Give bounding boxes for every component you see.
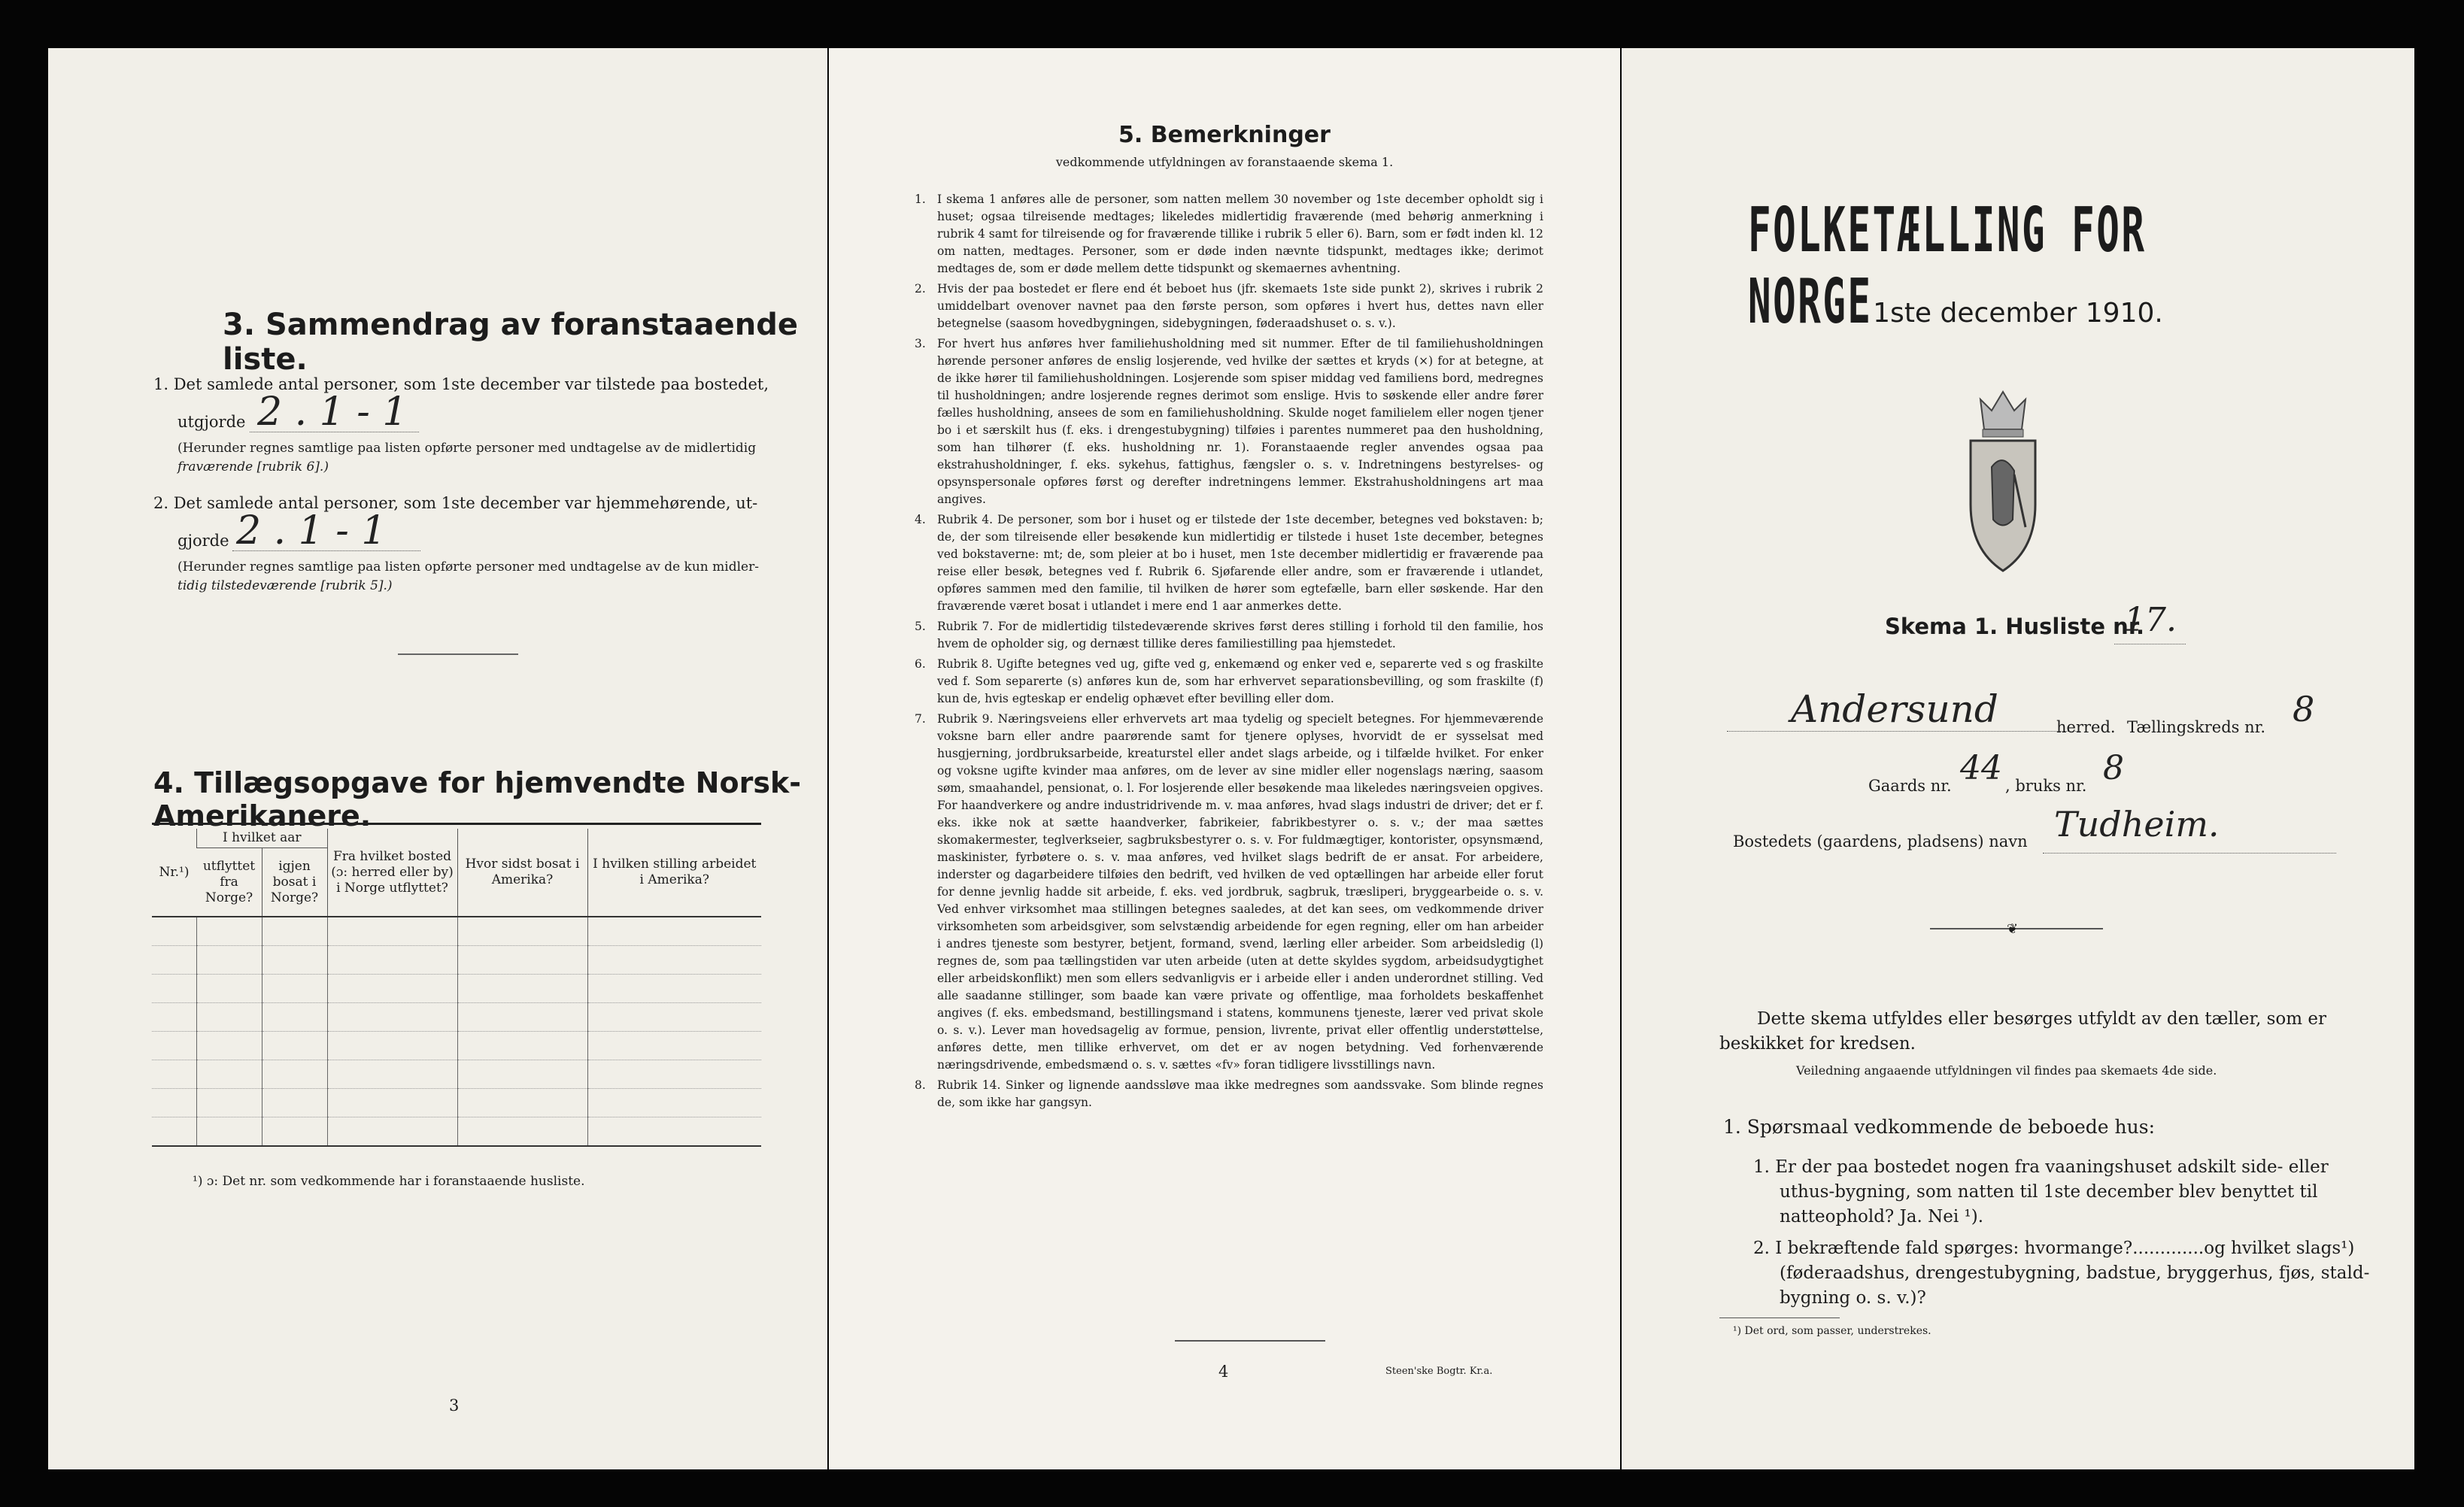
bosted-handwriting: Tudheim.	[2054, 804, 2220, 844]
remark-item: 2. Hvis der paa bostedet er flere end ét beboet hus (jfr. skemaets 1ste side punkt 2), skrives i rubrik 2 umiddelbart ovenover navnet paa den første person, som opføres i hvert hus, dettes navn eller betegnelse (saasom hovedbygningen, sidebygningen, føderaadshuset o. s. v.).	[915, 282, 1543, 330]
intro-line2: beskikket for kredsen.	[1719, 1034, 1916, 1054]
remarks-subheading: vedkommende utfyldningen av foranstaaende skema 1.	[1055, 155, 1394, 169]
sec3-item2-line: 2. Det samlede antal personer, som 1ste december var hjemmehørende, ut-	[153, 494, 758, 512]
header-igjen-bosat: igjen bosat i Norge?	[262, 848, 327, 917]
husliste-number: 17.	[2124, 601, 2177, 639]
question1-line2: uthus-bygning, som natten til 1ste december blev benyttet til	[1780, 1182, 2318, 1202]
dotted-line	[232, 550, 420, 551]
remark-item: 7. Rubrik 9. Næringsveiens eller erhvervets art maa tydelig og specielt betegnes. For hjemmeværende voksne barn eller andre paarørende samt for tjenere oplyses, hvorvidt de er sysselsat med husgjerning, jordbruksarbeide, kreaturstel eller andet slags arbeide, og i tilfælde hvilket. For enker og voksne ugifte kvinder maa anføres, om de lever av sine midler eller nogenslags næring, saasom søm, smaahandel, pensionat, o. l. For losjerende eller besøkende maa likeledes næringsveien opgives. For haandverkere og andre industridrivende m. v. maa anføres, hvad slags industri de driver; det er f. eks. ikke nok at sætte haandverker, fabrikeier, fabrikbestyrer o. s. v.; der maa sættes skomakermester, teglverkseier, sagbruksbestyrer o. s. v. For fuldmægtiger, kontorister, opsynsmænd, maskinister, fyrbøtere o. s. v. maa anføres, ved hvilket slags bedrift de er ansat. For arbeidere, inderster og dagarbeidere tilføies den bedrift, ved hvilken de ved optællingen har arbeide eller forut for denne jevnlig hadde sit arbeide, f. eks. ved jordbruk, sagbruk, træsliperi, bryggearbeide o. s. v. Ved enhver virksomhet maa stillingen betegnes saaledes, at det kan sees, om vedkommende driver virksomheten som arbeidsgiver, som selvstændig arbeidende for egen regning, eller om han arbeider i andres tjeneste som bestyrer, betjent, formand, svend, lærling eller arbeider. Som arbeidsledig (l) regnes de, som paa tællingstiden var uten arbeide (uten at dette skyldes sygdom, arbeidsudygtighet eller arbeidskonflikt) men som ellers sedvanligvis er i arbeide eller i anden underordnet stilling. Ved alle saadanne stillinger, som baade kan være private og offentlige, maa forholdets beskaffenhet angives (f. eks. embedsmand, bestillingsmand i statens, kommunens tjeneste, lærer ved privat skole o. s. v.). Lever man hovedsagelig av formue, pension, livrente, privat eller offentlig understøttelse, anføres dette, men tillike erhvervet, om det er av nogen betydning. Ved forhenværende næringsdrivende, embedsmænd o. s. v. sættes «fv» foran tidligere livsstillings navn.	[915, 712, 1543, 1072]
header-fra-bosted: Fra hvilket bosted (ɔ: herred eller by) i Norge utflyttet?	[327, 829, 457, 917]
herred-label: herred.	[2056, 718, 2116, 736]
bruks-label: , bruks nr.	[2005, 777, 2087, 795]
sec3-item2-prefix: gjorde	[178, 532, 229, 550]
question2-line2: (føderaadshus, drengestubygning, badstue, bryggerhus, fjøs, stald-	[1780, 1263, 2370, 1283]
sec3-item2-note1: (Herunder regnes samtlige paa listen opførte personer med undtagelse av de kun midler-	[178, 559, 759, 575]
kreds-label: Tællingskreds nr.	[2127, 718, 2266, 736]
page-number: 4	[1218, 1363, 1229, 1381]
question1-line1: 1. Er der paa bostedet nogen fra vaaningshuset adskilt side- eller	[1753, 1157, 2329, 1177]
header-nr: Nr.¹)	[152, 829, 197, 917]
sec3-item2-handwriting: 2 . 1 - 1	[236, 508, 387, 553]
right-page	[1622, 48, 2414, 1469]
section-3-heading: 3. Sammendrag av foranstaaende liste.	[223, 308, 798, 377]
table-row	[152, 975, 761, 1003]
table-row	[152, 1089, 761, 1117]
middle-page	[829, 48, 1620, 1469]
census-title: FOLKETÆLLING FOR NORGE	[1748, 195, 2147, 338]
remark-item: 4. Rubrik 4. De personer, som bor i huset og er tilstede der 1ste december, betegnes ved bokstaven: b; de, der som tilreisende eller besøkende kun midlertidig er tilstede i huset 1ste december, betegnes ved bokstaverne: mt; de, som pleier at bo i huset, men 1ste december midlertidig er fraværende paa reise eller besøk, betegnes ved f. Rubrik 6. Sjøfarende eller andre, som er fraværende i utlandet, opføres sammen med den familie, til hvilken de hører som egtefælle, barn eller søskende. Har den fraværende været bosat i utlandet i mere end 1 aar anmerkes dette.	[915, 513, 1543, 613]
herred-handwriting: Andersund	[1791, 687, 1998, 731]
header-utflyttet: utflyttet fra Norge?	[197, 848, 262, 917]
table-row	[152, 1003, 761, 1032]
table-row	[152, 946, 761, 975]
question2-line1: 2. I bekræftende fald spørges: hvormange?.............og hvilket slags¹)	[1753, 1239, 2355, 1258]
intro-line1: Dette skema utfyldes eller besørges utfyldt av den tæller, som er	[1757, 1009, 2327, 1029]
page-number: 3	[449, 1396, 460, 1415]
gaards-number: 44	[1960, 749, 2002, 787]
sec3-item1-handwriting: 2 . 1 - 1	[257, 390, 408, 435]
remark-item: 1. I skema 1 anføres alle de personer, som natten mellem 30 november og 1ste december opholdt sig i huset; ogsaa tilreisende medtages; likeledes midlertidig fraværende (med behørig anmerkning i rubrik 4 samt for tilreisende og for fraværende tillike i rubrik 5 eller 6). Barn, som er født inden kl. 12 om natten, medtages. Personer, som er døde inden nævnte tidspunkt, medtages ikke; derimot medtages de, som er døde mellem dette tidspunkt og skemaernes avhentning.	[915, 193, 1543, 275]
table-row	[152, 1032, 761, 1060]
census-date: 1ste december 1910.	[1873, 298, 2163, 329]
table-row	[152, 1117, 761, 1147]
printer-mark: Steen'ske Bogtr. Kr.a.	[1385, 1366, 1493, 1377]
remark-item: 3. For hvert hus anføres hver familiehusholdning med sit nummer. Efter de til familiehusholdningen hørende personer anføres de enslig losjerende, ved hvilke der sættes et kryds (×) for at betegne, at de ikke hører til familiehusholdningen. Losjerende som spiser middag ved familiens bord, medregnes til husholdningen; andre losjerende regnes derimot som enslige. Hvis to søskende eller andre fører fælles husholdning, ansees de som en familiehusholdning. Skulde noget familielem eller nogen tjener bo i et særskilt hus (f. eks. i drengestubygning) tilføies i parentes nummeret paa den husholdning, som han tilhører (f. eks. husholdning nr. 1). Foranstaaende regler anvendes ogsaa paa ekstrahusholdninger, f. eks. sykehus, fattighus, fængsler o. s. v. Indretningens bestyrelses- og opsynspersonale opføres først og derefter indretningens lemmer. Ekstrahusholdningens art maa angives.	[915, 337, 1543, 506]
sec3-item1-note1: (Herunder regnes samtlige paa listen opførte personer med undtagelse av de midlertidig	[178, 441, 757, 456]
intro-line3: Veiledning angaaende utfyldningen vil findes paa skemaets 4de side.	[1796, 1063, 2217, 1078]
table-body	[152, 917, 761, 1146]
table-top-rule	[152, 823, 761, 825]
header-amerika-bosat: Hvor sidst bosat i Amerika?	[457, 829, 587, 917]
gaards-label: Gaards nr.	[1868, 777, 1952, 795]
bosted-label: Bostedets (gaardens, pladsens) navn	[1733, 832, 2028, 851]
question2-line3: bygning o. s. v.)?	[1780, 1288, 1926, 1308]
footnote-rule	[1719, 1317, 1840, 1318]
sec3-item2-note2: tidig tilstedeværende [rubrik 5].)	[178, 578, 393, 593]
left-page	[48, 48, 827, 1469]
question1-line3: natteophold? Ja. Nei ¹).	[1780, 1207, 1984, 1227]
dotted-line	[2043, 853, 2336, 854]
remarks-list	[915, 191, 1543, 1114]
remark-item: 6. Rubrik 8. Ugifte betegnes ved ug, gifte ved g, enkemænd og enker ved e, separerte ved s og fraskilte ved f. Som separerte (s) anføres kun de, som har erhvervet separationsbevilling, og som fraskilte (f) kun de, hvis egteskap er endelig ophævet efter bevilling eller dom.	[915, 657, 1543, 705]
norsk-amerikanere-table	[152, 829, 761, 1147]
table-row	[152, 917, 761, 946]
skema-label: Skema 1. Husliste nr.	[1885, 614, 2145, 639]
remarks-heading: 5. Bemerkninger	[1118, 122, 1331, 148]
kreds-number: 8	[2293, 689, 2315, 729]
divider	[398, 653, 518, 655]
footnote: ¹) Det ord, som passer, understrekes.	[1733, 1325, 1931, 1337]
bruks-number: 8	[2103, 749, 2124, 787]
remark-item: 5. Rubrik 7. For de midlertidig tilstedeværende skrives først deres stilling i forhold til den familie, hos hvem de opholder sig, og dernæst tillike deres familiestilling paa hjemstedet.	[915, 620, 1543, 650]
remark-item: 8. Rubrik 14. Sinker og lignende aandssløve maa ikke medregnes som aandssvake. Som blinde regnes de, som ikke har gangsyn.	[915, 1078, 1543, 1109]
coat-of-arms-icon	[1962, 377, 2044, 580]
sec3-item1-note2: fraværende [rubrik 6].)	[178, 459, 329, 475]
section-4-heading: 4. Tillægsopgave for hjemvendte Norsk-Amerikanere.	[153, 766, 801, 832]
header-group-year: I hvilket aar	[197, 829, 328, 848]
divider	[1175, 1340, 1325, 1342]
table-row	[152, 1060, 761, 1089]
header-stilling: I hvilken stilling arbeidet i Amerika?	[587, 829, 761, 917]
dotted-line	[1727, 731, 2080, 732]
sec3-item1-line: 1. Det samlede antal personer, som 1ste december var tilstede paa bostedet,	[153, 375, 769, 393]
questions-heading: 1. Spørsmaal vedkommende de beboede hus:	[1723, 1116, 2155, 1138]
table-footnote: ¹) ɔ: Det nr. som vedkommende har i foranstaaende husliste.	[193, 1174, 585, 1189]
sec3-item1-prefix: utgjorde	[178, 413, 246, 431]
ornament-icon: ❦	[2007, 921, 2019, 937]
